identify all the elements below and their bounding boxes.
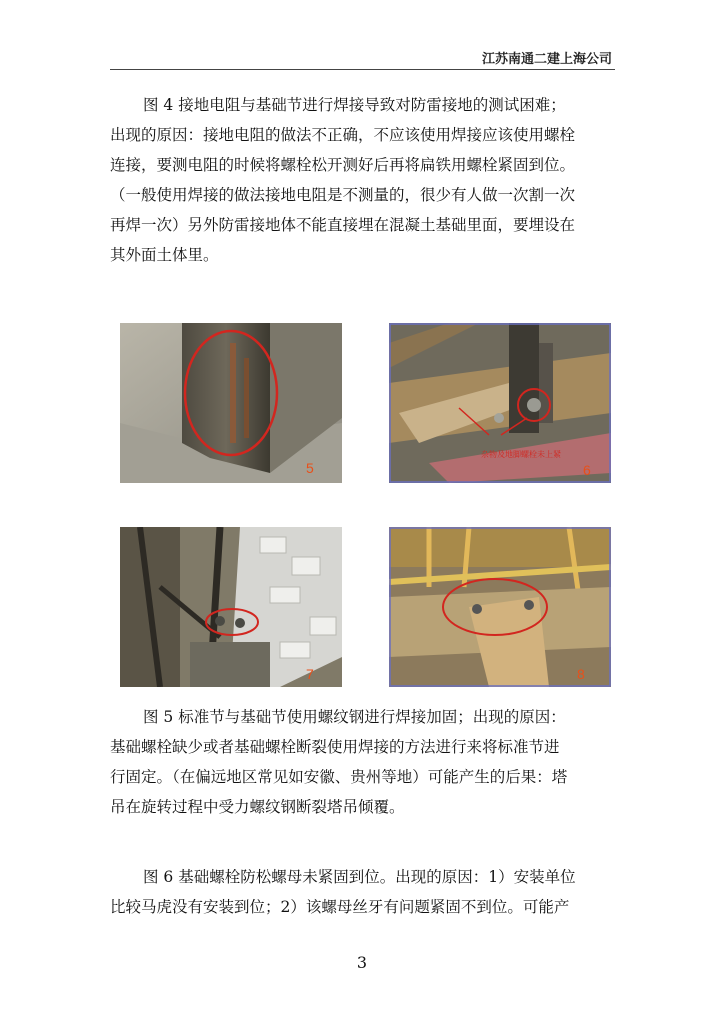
text-line: 连接，要测电阻的时候将螺栓松开测好后再将扁铁用螺栓紧固到位。 — [110, 156, 576, 174]
photo-6-annotation: 杂物及地脚螺栓未上紧 — [481, 450, 561, 459]
text-line: 图 6 基础螺栓防松螺母未紧固到位。出现的原因：1）安装单位 — [143, 868, 576, 886]
text-line: 再焊一次）另外防雷接地体不能直接埋在混凝土基础里面，要埋设在 — [110, 216, 576, 234]
text-line: 吊在旋转过程中受力螺纹钢断裂塔吊倾覆。 — [110, 798, 405, 816]
text-line: 其外面土体里。 — [110, 246, 219, 264]
text-line: 出现的原因：接地电阻的做法不正确，不应该使用焊接应该使用螺栓 — [110, 126, 576, 144]
text-line: 行固定。（在偏远地区常见如安徽、贵州等地）可能产生的后果：塔 — [110, 768, 568, 786]
photo-8-loose-nut — [389, 527, 611, 687]
photo-7-rebar-weld — [120, 527, 342, 687]
text-line: 基础螺栓缺少或者基础螺栓断裂使用焊接的方法进行来将标准节进 — [110, 738, 560, 756]
paragraph-fig6 — [110, 862, 615, 922]
photo-5-number: 5 — [306, 460, 314, 476]
photo-8-number: 8 — [577, 666, 585, 682]
header-company-name: 江苏南通二建上海公司 — [481, 52, 612, 67]
photo-5-column-base-weld — [120, 323, 342, 483]
text-line: 图 4 接地电阻与基础节进行焊接导致对防雷接地的测试困难； — [143, 96, 566, 114]
photo-6-loose-anchor-bolts — [389, 323, 611, 483]
photo-6-number: 6 — [583, 462, 591, 478]
paragraph-fig5 — [110, 702, 615, 822]
paragraph-fig4 — [110, 90, 615, 270]
text-line: 比较马虎没有安装到位；2）该螺母丝牙有问题紧固不到位。可能产 — [110, 898, 570, 916]
text-line: （一般使用焊接的做法接地电阻是不测量的，很少有人做一次割一次 — [110, 186, 576, 204]
page-number: 3 — [356, 953, 368, 972]
text-line: 图 5 标准节与基础节使用螺纹钢进行焊接加固；出现的原因： — [143, 708, 566, 726]
photo-7-number: 7 — [306, 666, 314, 682]
header-divider — [110, 69, 615, 70]
